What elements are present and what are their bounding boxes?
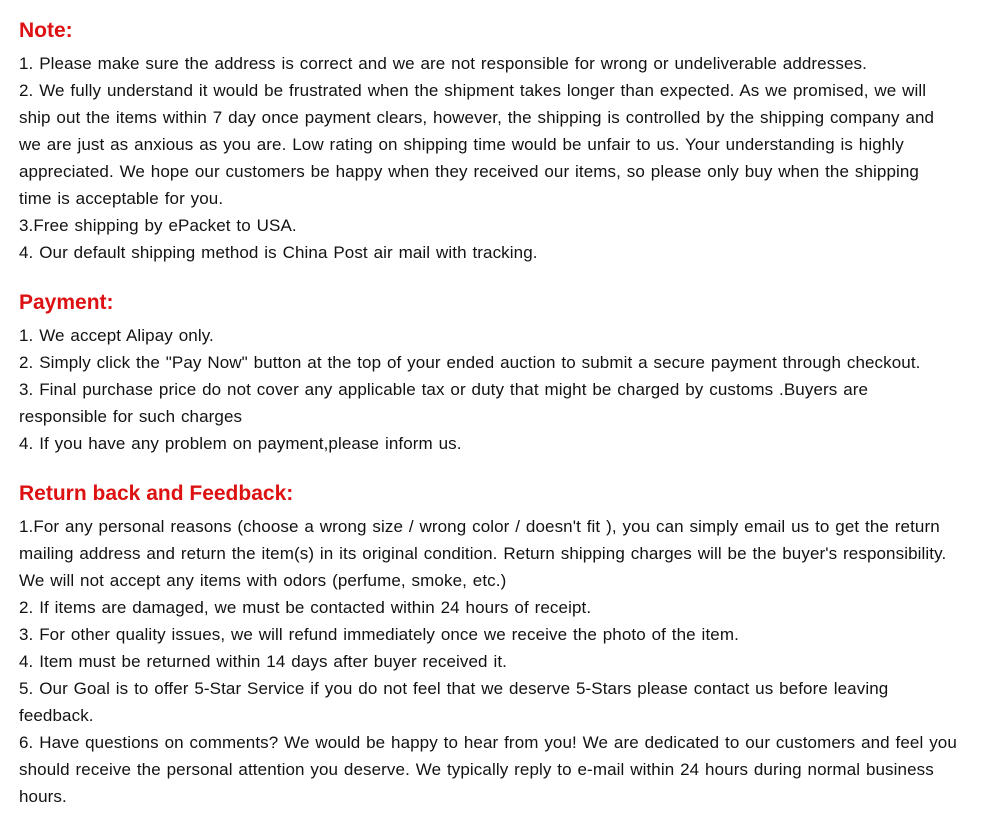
policy-paragraph: 4. Item must be returned within 14 days after buyer received it. [19,652,507,671]
policy-paragraph: 1. We accept Alipay only. [19,326,214,345]
policy-paragraph: 4. If you have any problem on payment,please inform us. [19,434,462,453]
policy-paragraph: 3. For other quality issues, we will refund immediately once we receive the photo of the item. [19,625,739,644]
section-heading: Return back and Feedback: [19,482,294,505]
policy-paragraph: 5. Our Goal is to offer 5-Star Service if you do not feel that we deserve 5-Stars please contact us before leaving feedback. [19,679,889,725]
policy-paragraph: 2. If items are damaged, we must be contacted within 24 hours of receipt. [19,598,592,617]
policy-section [19,15,957,266]
section-heading: Payment: [19,291,114,314]
policy-section [19,478,957,810]
section-heading: Note: [19,19,73,42]
policy-paragraph: 2. We fully understand it would be frustrated when the shipment takes longer than expected. As we promised, we will ship out the items within 7 day once payment clears, however, the shipping is controlled by the shipping company and we are just as anxious as you are. Low rating on shipping time would be unfair to us. Your understanding is highly appreciated. We hope our customers be happy when they received our items, so please only buy when the shipping time is acceptable for you. [19,81,935,208]
policy-paragraph: 3.Free shipping by ePacket to USA. [19,216,297,235]
policy-paragraph: 3. Final purchase price do not cover any applicable tax or duty that might be charged by customs .Buyers are responsible for such charges [19,380,869,426]
policy-paragraph: 6. Have questions on comments? We would be happy to hear from you! We are dedicated to our customers and feel you should receive the personal attention you deserve. We typically reply to e-mail within 24 hours during normal business hours. [19,733,957,806]
policy-paragraph: 1. Please make sure the address is correct and we are not responsible for wrong or undeliverable addresses. [19,54,867,73]
policy-section [19,287,957,457]
policy-paragraph: 4. Our default shipping method is China Post air mail with tracking. [19,243,538,262]
policy-paragraph: 2. Simply click the "Pay Now" button at the top of your ended auction to submit a secure payment through checkout. [19,353,921,372]
policy-paragraph: 1.For any personal reasons (choose a wrong size / wrong color / doesn't fit ), you can simply email us to get the return mailing address and return the item(s) in its original condition. Return shipping charges will be the buyer's responsibility. We will not accept any items with odors (perfume, smoke, etc.) [19,517,947,590]
